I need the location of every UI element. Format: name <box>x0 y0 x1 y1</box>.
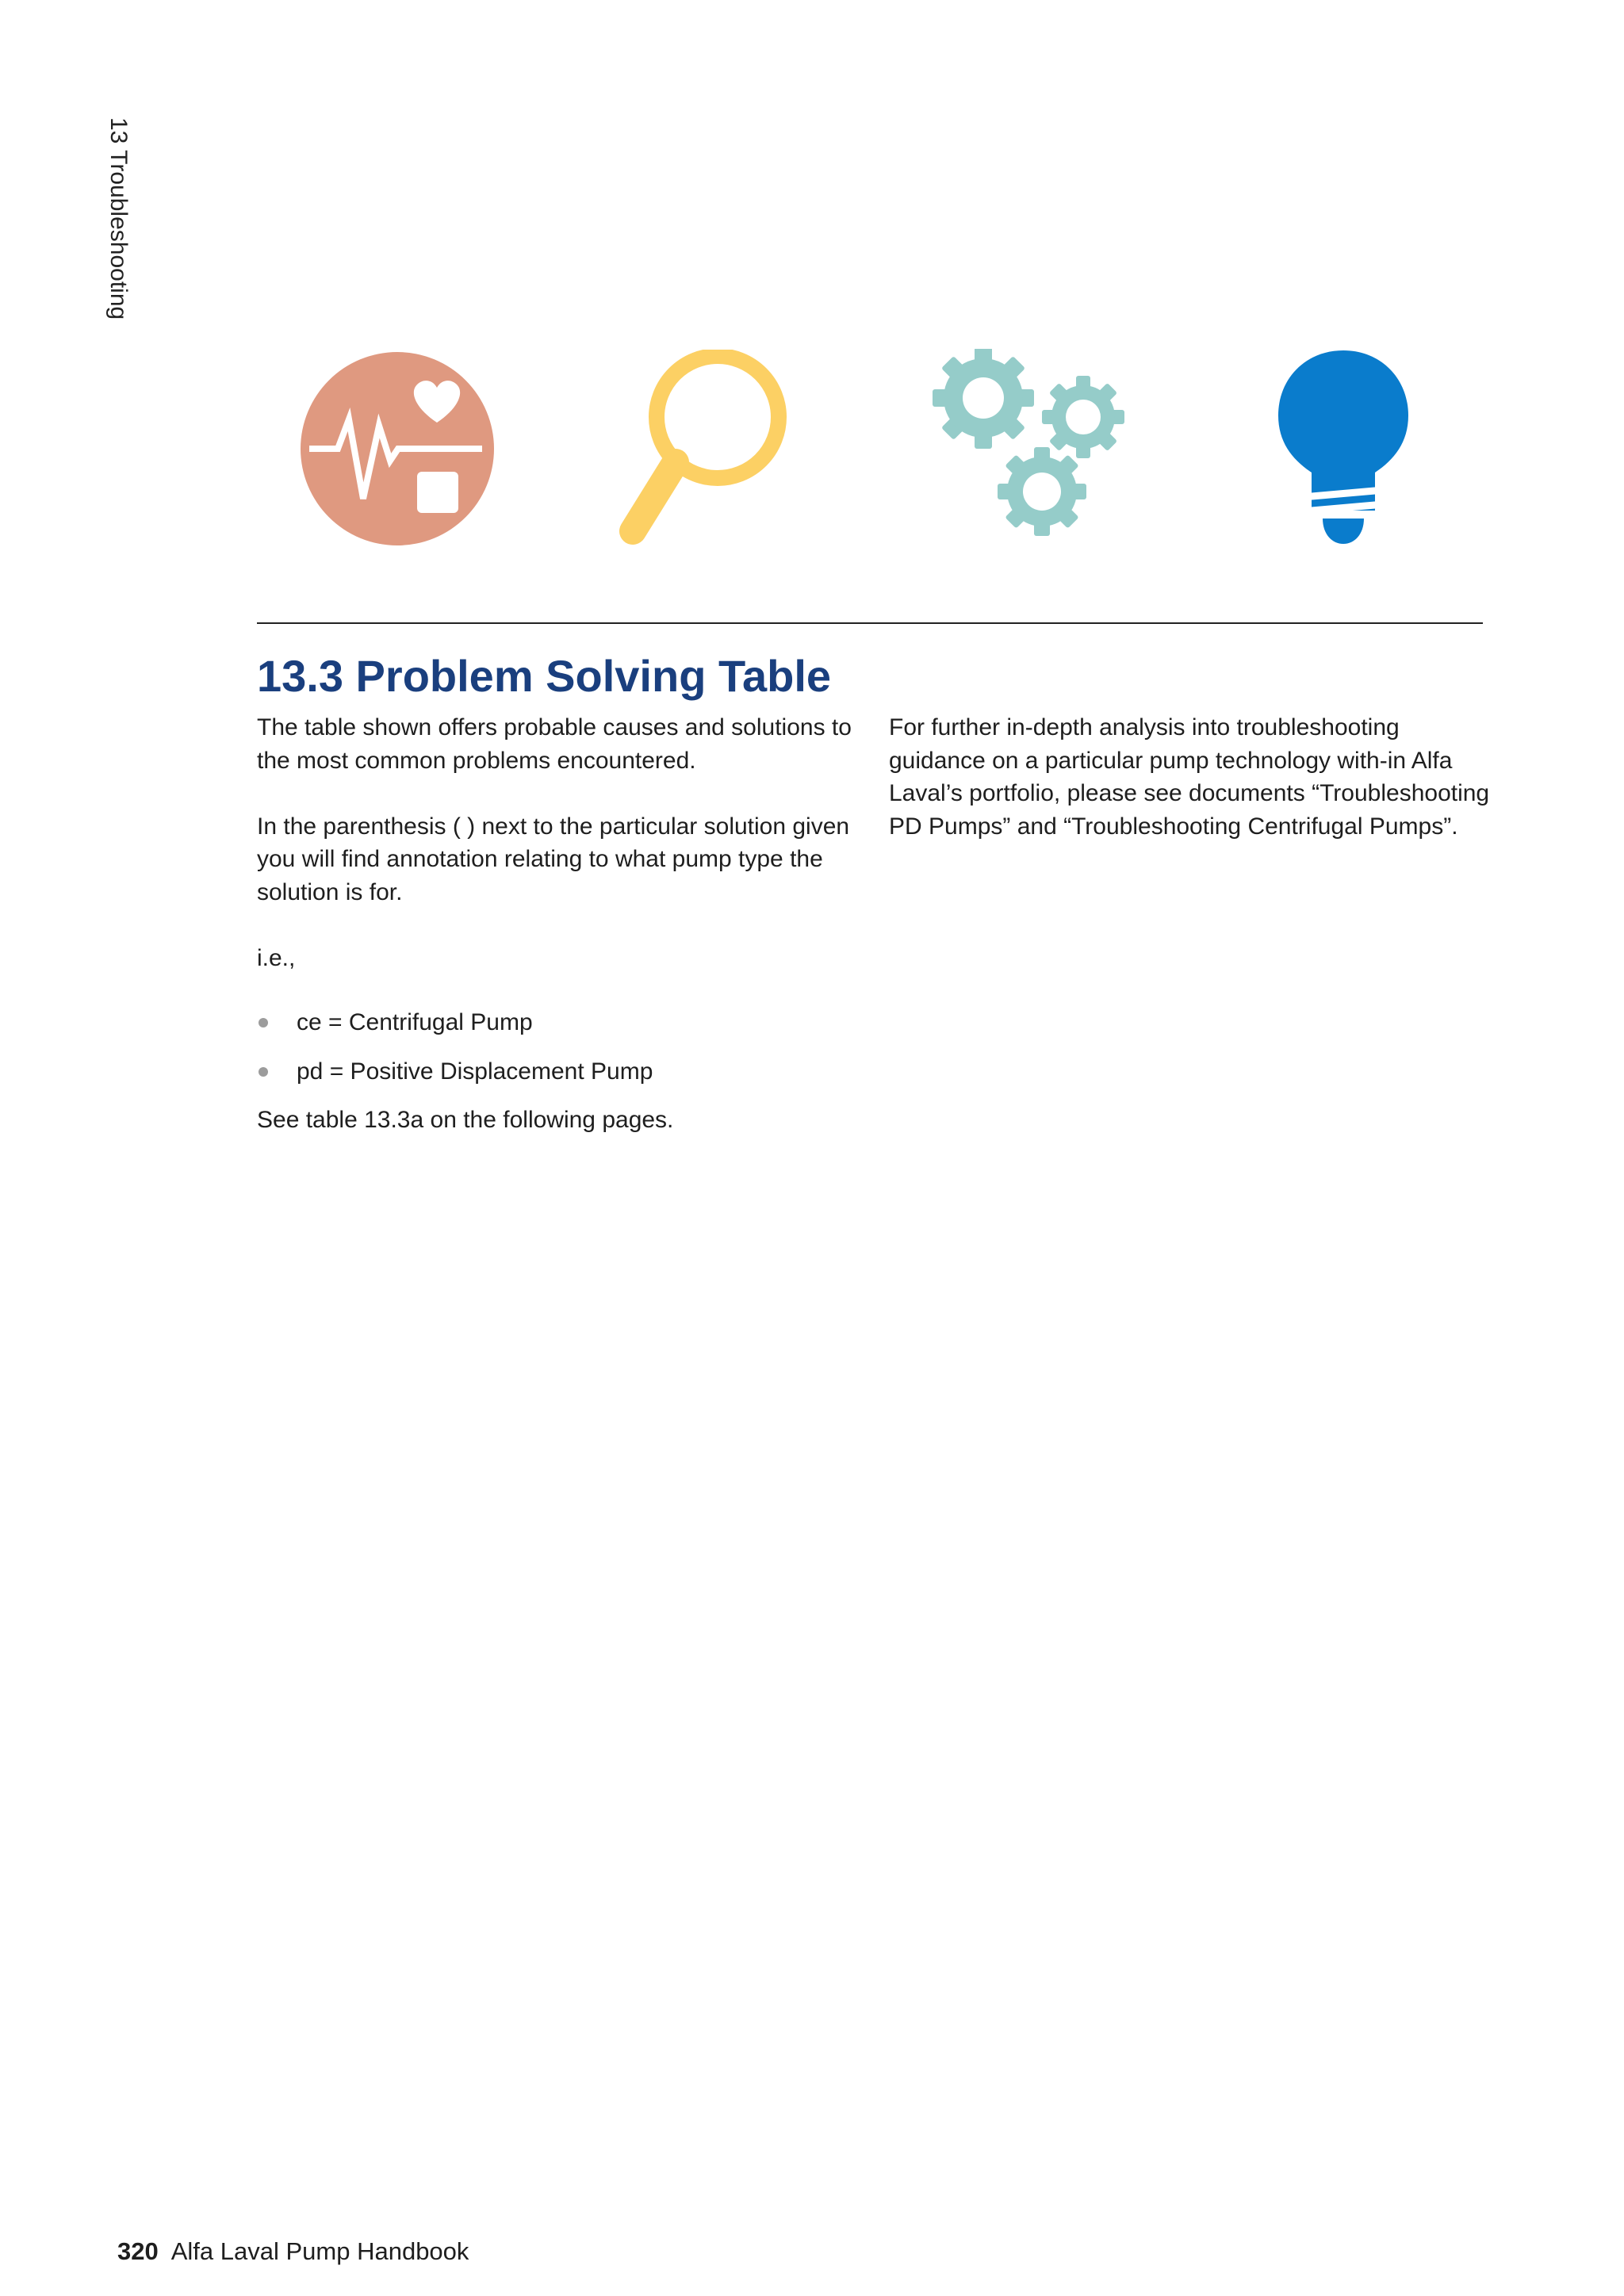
list-item <box>257 1055 860 1089</box>
bullet-dot <box>259 1067 268 1077</box>
intro-paragraph: The table shown offers probable causes and solutions to the most common problems encountered. <box>257 714 852 774</box>
left-column <box>257 711 860 1137</box>
chapter-side-tab: 13 Troubleshooting <box>105 117 132 320</box>
section-divider <box>257 622 1483 624</box>
bullet-dot <box>259 1018 268 1027</box>
gears-icon <box>928 349 1130 551</box>
book-title: Alfa Laval Pump Handbook <box>170 2237 469 2265</box>
ie-label: i.e., <box>257 944 296 971</box>
icon-row <box>0 0 1624 571</box>
list-item-text: pd = Positive Displacement Pump <box>297 1058 653 1085</box>
see-table-paragraph: See table 13.3a on the following pages. <box>257 1107 674 1133</box>
page-footer <box>117 2237 469 2266</box>
list-item-text: ce = Centrifugal Pump <box>297 1009 533 1035</box>
health-monitor-icon <box>298 350 496 548</box>
pump-type-list <box>257 1006 860 1088</box>
lightbulb-icon <box>1272 349 1415 547</box>
right-column <box>889 711 1492 843</box>
magnifier-icon <box>611 350 817 548</box>
list-item <box>257 1006 860 1039</box>
section-title: 13.3 Problem Solving Table <box>257 651 832 701</box>
annotation-paragraph: In the parenthesis ( ) next to the particular solution given you will find annotation relating to what pump type the solution is for. <box>257 813 850 905</box>
further-analysis-paragraph: For further in-depth analysis into troubleshooting guidance on a particular pump technology with-in Alfa Laval’s portfolio, please see documents “Troubleshooting PD Pumps” and “Troubleshooting Centrifugal Pumps”. <box>889 714 1490 840</box>
page-number: 320 <box>117 2237 159 2265</box>
